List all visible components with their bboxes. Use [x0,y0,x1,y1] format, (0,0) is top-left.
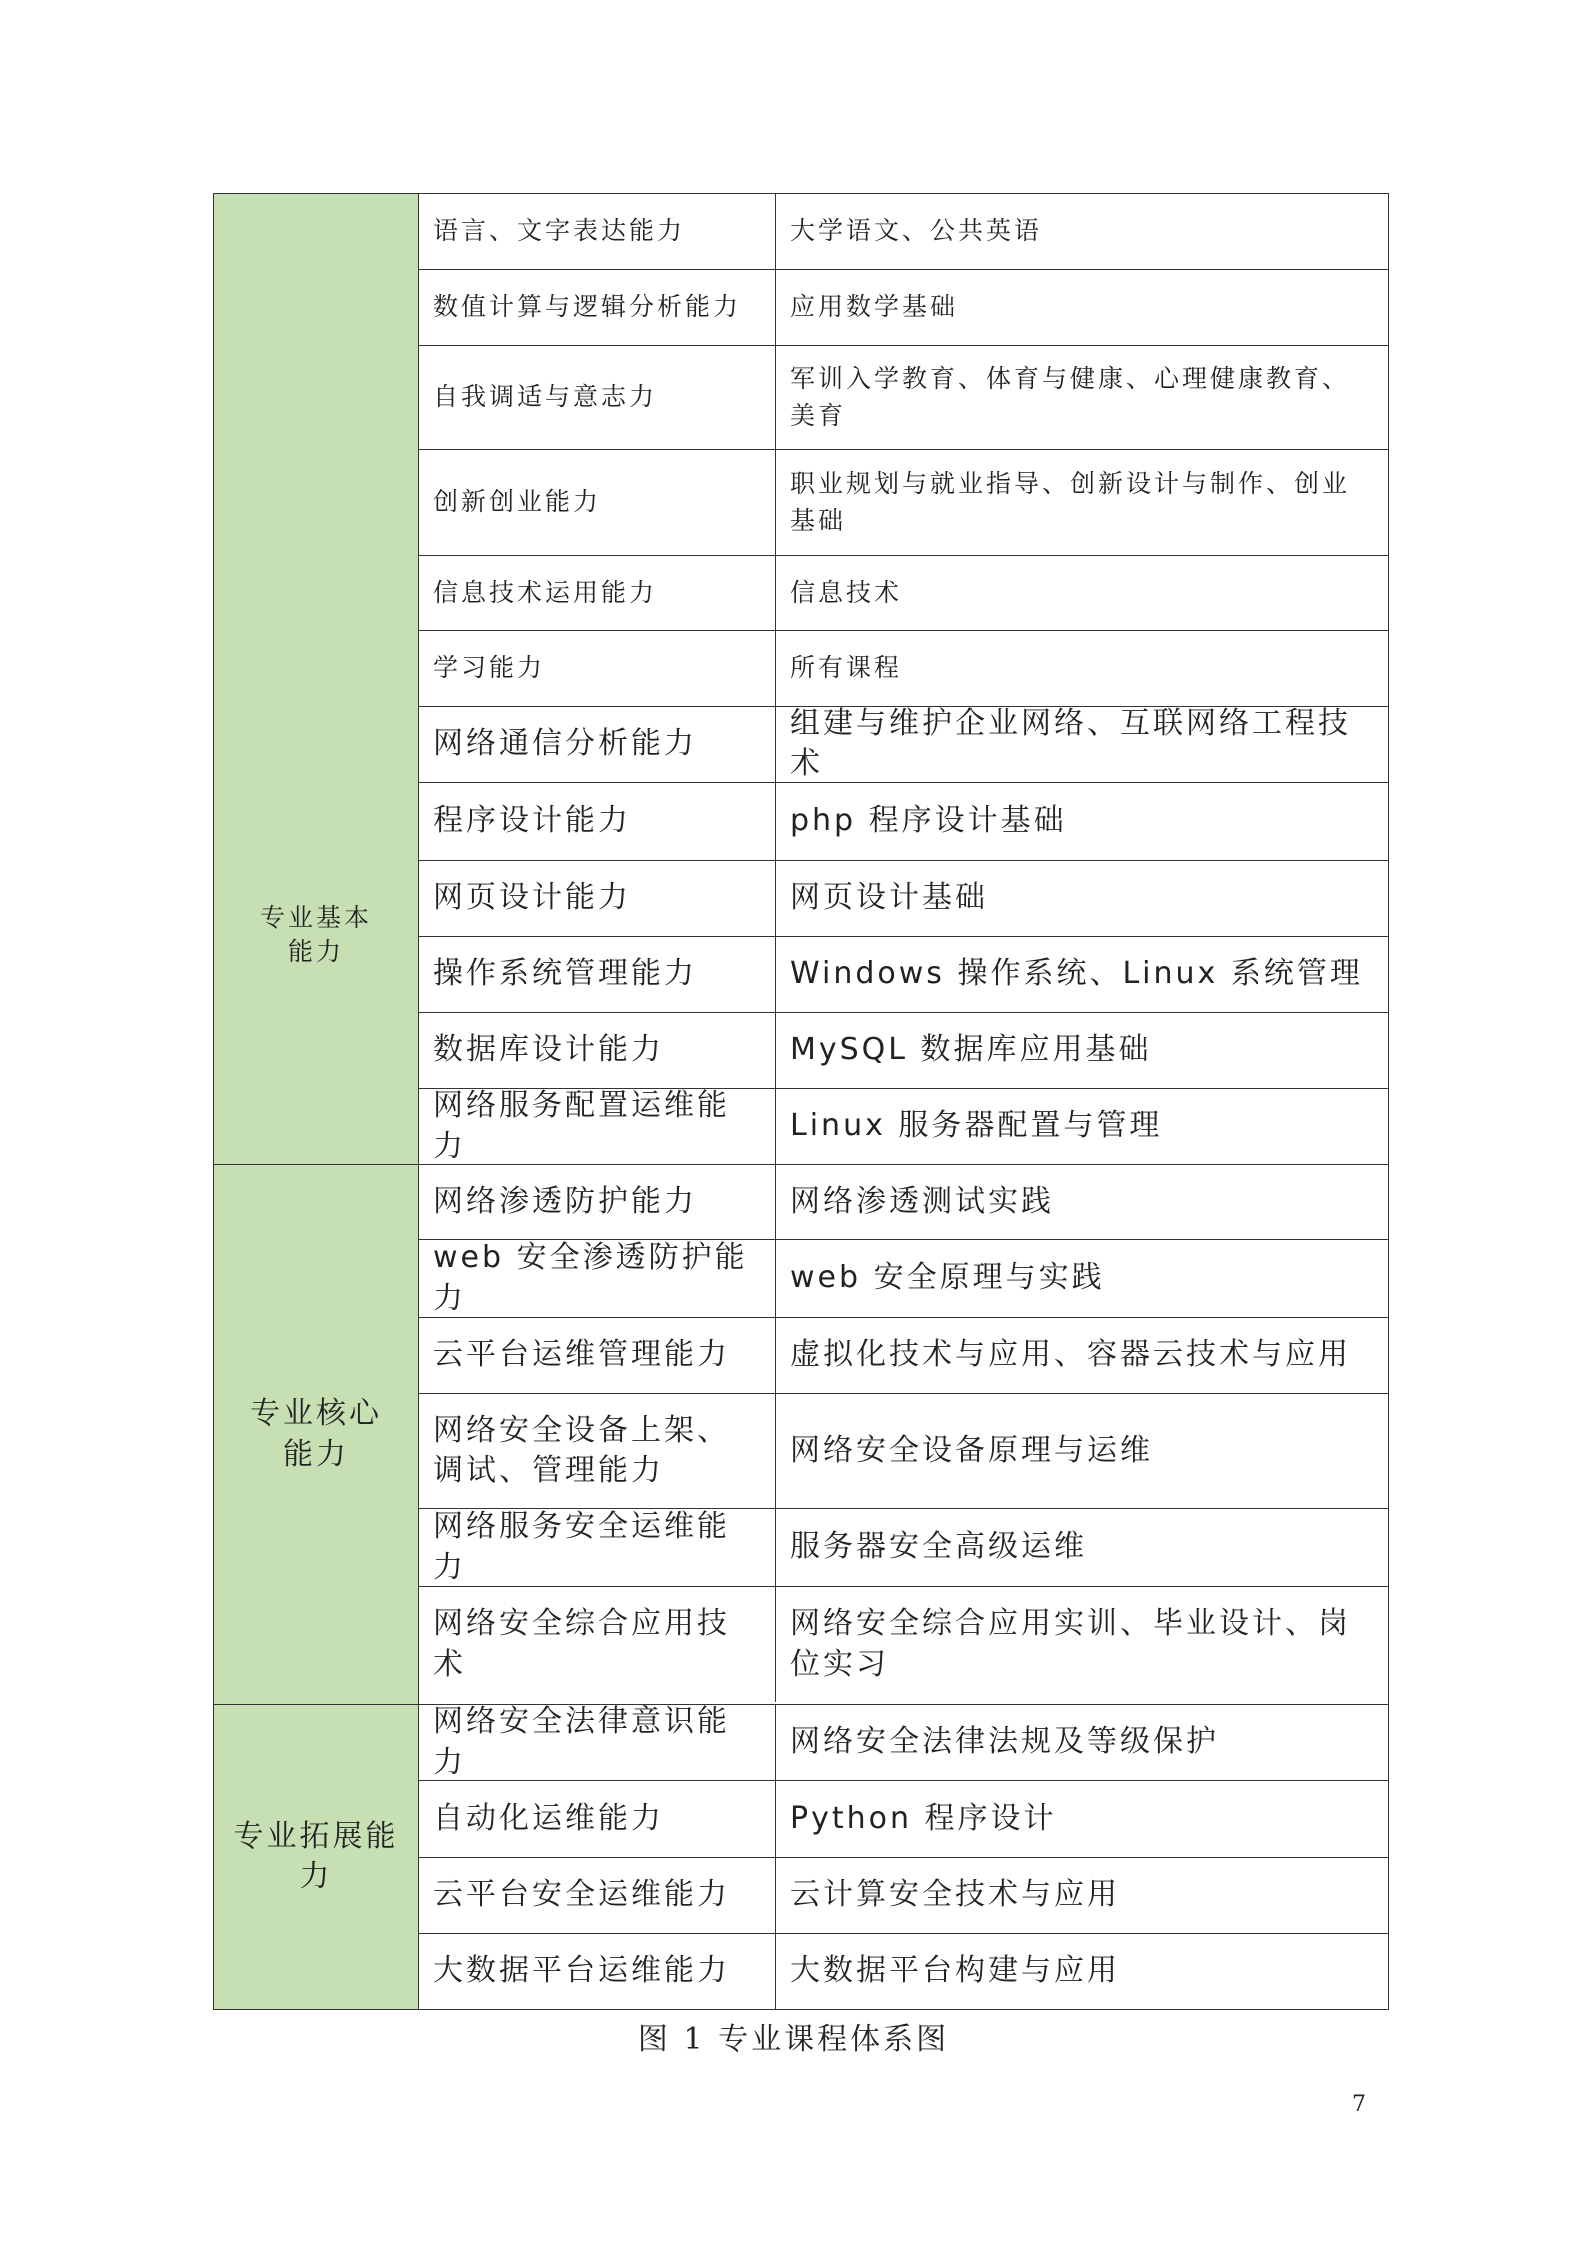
table-row [419,1934,1388,2009]
course-cell: MySQL 数据库应用基础 [790,1032,1152,1068]
table-row [419,1509,1388,1587]
table-group-core [213,1165,1389,1705]
table-row [419,450,1388,556]
ability-cell: web 安全渗透防护能力 [419,1240,776,1317]
course-system-table [213,193,1389,2010]
course-cell: 服务器安全高级运维 [790,1529,1087,1565]
table-row [419,706,1388,783]
course-cell: 网页设计基础 [790,880,988,916]
table-row [419,194,1388,270]
ability-cell: 创新创业能力 [419,450,776,555]
ability-cell: 网络安全综合应用技术 [419,1587,776,1702]
page-number: 7 [1352,2092,1366,2117]
table-group-general [213,193,1389,707]
table-row [419,270,1388,346]
table-group-extension [213,1705,1389,2010]
course-cell: 网络安全综合应用实训、毕业设计、岗位实习 [790,1606,1351,1682]
table-group-basic [213,706,1389,1165]
course-cell: 虚拟化技术与应用、容器云技术与应用 [790,1337,1351,1373]
group-rows [419,1705,1388,2009]
ability-cell: 信息技术运用能力 [419,556,776,630]
course-cell: 所有课程 [790,653,903,683]
ability-cell: 程序设计能力 [419,783,776,860]
course-cell: web 安全原理与实践 [790,1260,1105,1296]
course-cell: 网络安全法律法规及等级保护 [790,1724,1219,1760]
table-row [419,1587,1388,1702]
ability-cell: 数值计算与逻辑分析能力 [419,270,776,345]
course-cell: 网络渗透测试实践 [790,1183,1054,1219]
category-cell [214,1165,419,1704]
course-cell: 应用数学基础 [790,292,959,322]
course-cell: 职业规划与就业指导、创新设计与制作、创业基础 [790,469,1351,535]
ability-cell: 云平台运维管理能力 [419,1318,776,1393]
ability-cell: 大数据平台运维能力 [419,1934,776,2009]
course-cell: 信息技术 [790,577,903,607]
table-row [419,1089,1388,1164]
course-cell: 组建与维护企业网络、互联网络工程技术 [790,705,1351,781]
table-row [419,1165,1388,1240]
table-row [419,1394,1388,1509]
ability-cell: 网络安全法律意识能力 [419,1705,776,1780]
category-cell [214,194,419,706]
table-row [419,1781,1388,1858]
course-cell: 大学语文、公共英语 [790,216,1043,246]
ability-cell: 云平台安全运维能力 [419,1858,776,1933]
course-cell: 云计算安全技术与应用 [790,1877,1120,1913]
ability-cell: 网络渗透防护能力 [419,1165,776,1239]
table-row [419,1240,1388,1318]
ability-cell: 操作系统管理能力 [419,937,776,1012]
figure-caption: 图 1 专业课程体系图 [637,2022,950,2057]
table-row [419,861,1388,937]
category-label: 专业基本 能力 [259,903,372,966]
ability-cell: 自我调适与意志力 [419,346,776,449]
ability-cell: 数据库设计能力 [419,1013,776,1088]
table-row [419,631,1388,706]
ability-cell: 学习能力 [419,631,776,706]
table-row [419,783,1388,861]
table-row [419,556,1388,631]
category-label: 专业核心 能力 [250,1396,382,1472]
ability-cell: 网络通信分析能力 [419,706,776,782]
course-cell: Windows 操作系统、Linux 系统管理 [790,956,1363,992]
course-cell: 大数据平台构建与应用 [790,1953,1120,1989]
course-cell: 军训入学教育、体育与健康、心理健康教育、美育 [790,364,1351,430]
course-cell: php 程序设计基础 [790,803,1067,839]
table-row [419,1705,1388,1781]
table-row [419,1318,1388,1394]
group-rows [419,1165,1388,1704]
category-cell [214,706,419,1164]
ability-cell: 语言、文字表达能力 [419,194,776,269]
ability-cell: 网络服务安全运维能力 [419,1509,776,1586]
group-rows [419,706,1388,1164]
ability-cell: 自动化运维能力 [419,1781,776,1857]
course-cell: 网络安全设备原理与运维 [790,1432,1153,1468]
table-row [419,937,1388,1013]
category-label: 专业拓展能 力 [233,1818,399,1894]
table-row [419,1013,1388,1089]
group-rows [419,194,1388,706]
table-row [419,346,1388,450]
category-cell [214,1705,419,2009]
ability-cell: 网络安全设备上架、调试、管理能力 [419,1394,776,1508]
course-cell: Python 程序设计 [790,1800,1057,1836]
ability-cell: 网络服务配置运维能力 [419,1089,776,1164]
ability-cell: 网页设计能力 [419,861,776,936]
course-cell: Linux 服务器配置与管理 [790,1108,1163,1144]
table-row [419,1858,1388,1934]
